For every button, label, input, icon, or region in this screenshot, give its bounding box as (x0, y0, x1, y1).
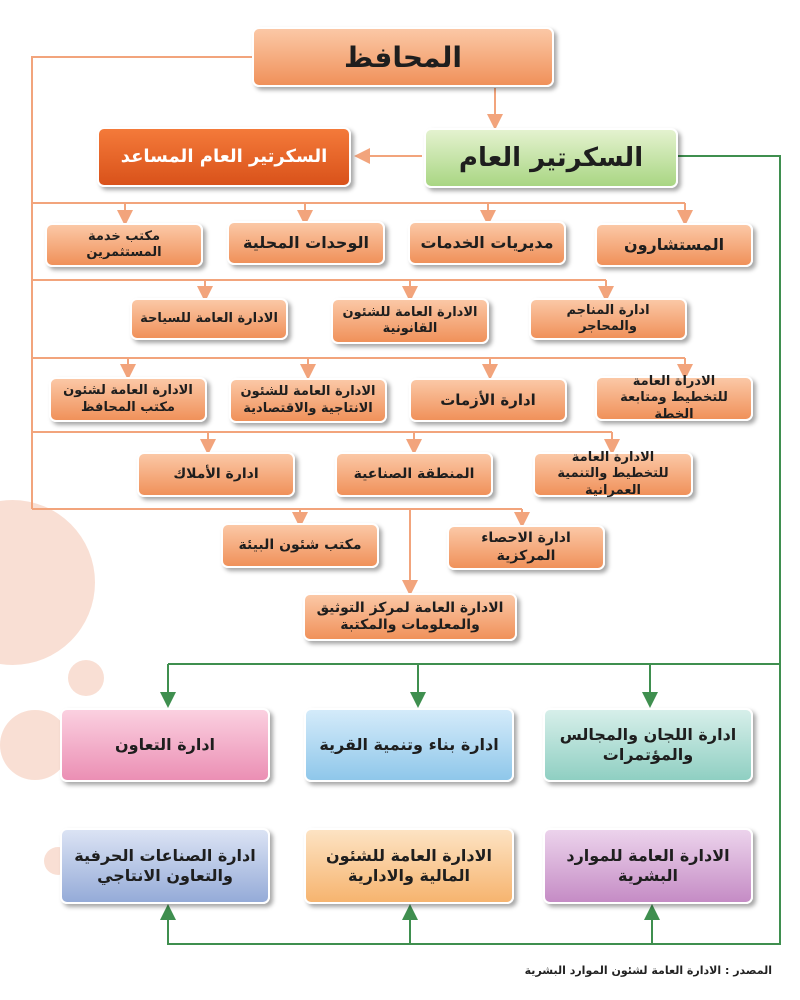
cooperation-box: ادارة التعاون (60, 708, 270, 782)
tourism-box: الادارة العامة للسياحة (130, 298, 288, 340)
crises-box: ادارة الأزمات (409, 378, 567, 422)
governor-box: المحافظ (252, 27, 554, 87)
statistics-box: ادارة الاحصاء المركزية (447, 525, 605, 570)
advisors-box: المستشارون (595, 223, 753, 267)
financial-admin-box: الادارة العامة للشئون المالية والادارية (304, 828, 514, 904)
production-economic-box: الادارة العامة للشئون الانتاجية والاقتصادية (229, 378, 387, 423)
properties-box: ادارة الأملاك (137, 452, 295, 497)
documentation-center-box: الادارة العامة لمركز التوثيق والمعلومات والمكتبة (303, 593, 517, 641)
secretary-general-box: السكرتير العام (424, 128, 678, 188)
source-note: المصدر : الادارة العامة لشئون الموارد البشرية (524, 964, 772, 977)
investor-service-office-box: مكتب خدمة المستثمرين (45, 223, 203, 267)
planning-followup-box: الادراة العامة للتخطيط ومتابعة الخطة (595, 376, 753, 421)
legal-affairs-box: الادارة العامة للشئون القانونية (331, 298, 489, 344)
service-directorates-box: مديريات الخدمات (408, 221, 566, 265)
industrial-zone-box: المنطقة الصناعية (335, 452, 493, 497)
committees-box: ادارة اللجان والمجالس والمؤتمرات (543, 708, 753, 782)
village-development-box: ادارة بناء وتنمية القرية (304, 708, 514, 782)
assistant-secretary-box: السكرتير العام المساعد (97, 127, 351, 187)
governor-office-box: الادارة العامة لشئون مكتب المحافظ (49, 377, 207, 422)
handicrafts-box: ادارة الصناعات الحرفية والتعاون الانتاجي (60, 828, 270, 904)
environment-box: مكتب شئون البيئة (221, 523, 379, 568)
human-resources-box: الادارة العامة للموارد البشرية (543, 828, 753, 904)
quarries-box: ادارة المناجم والمحاجر (529, 298, 687, 340)
urban-planning-box: الادارة العامة للتخطيط والتنمية العمرانية (533, 452, 693, 497)
local-units-box: الوحدات المحلية (227, 221, 385, 265)
